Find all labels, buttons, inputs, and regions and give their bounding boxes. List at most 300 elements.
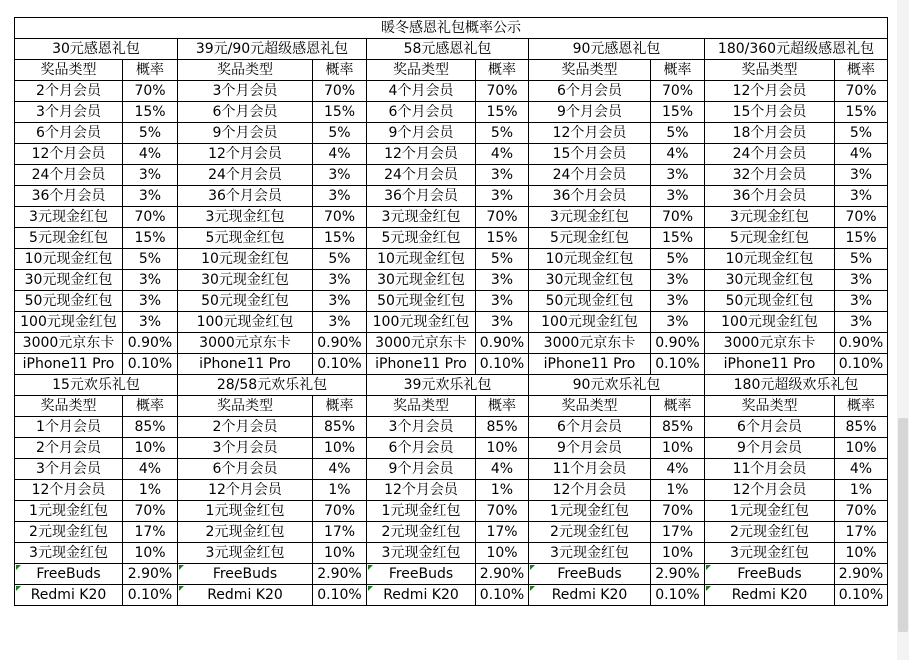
prize-cell: 2元现金红包: [178, 522, 313, 543]
prize-cell: 3元现金红包: [367, 207, 476, 228]
prize-cell: 10元现金红包: [367, 249, 476, 270]
probability-cell: 4%: [651, 144, 705, 165]
table-row: [15, 354, 888, 375]
probability-cell: 0.90%: [313, 333, 367, 354]
error-indicator-icon: [530, 565, 535, 570]
probability-cell: 4%: [476, 144, 529, 165]
prize-cell: 3000元京东卡: [178, 333, 313, 354]
probability-cell: 3%: [123, 186, 178, 207]
probability-cell: 85%: [476, 417, 529, 438]
pack-name: 15元欢乐礼包: [15, 375, 178, 396]
table-row: [15, 165, 888, 186]
probability-cell: 3%: [313, 312, 367, 333]
prize-cell: 30元现金红包: [529, 270, 651, 291]
probability-cell: 5%: [835, 123, 888, 144]
table-row: [15, 543, 888, 564]
prize-cell: 2元现金红包: [529, 522, 651, 543]
table-row: [15, 102, 888, 123]
probability-cell: 10%: [835, 438, 888, 459]
prize-cell: 1元现金红包: [178, 501, 313, 522]
probability-cell: 0.90%: [476, 333, 529, 354]
probability-cell: 3%: [313, 270, 367, 291]
probability-cell: 1%: [476, 480, 529, 501]
pack-header-row: [15, 39, 888, 60]
prize-cell: 9个月会员: [178, 123, 313, 144]
table-row: [15, 207, 888, 228]
prize-cell: 3元现金红包: [178, 543, 313, 564]
prize-type-header: 奖品类型: [367, 396, 476, 417]
probability-cell: 4%: [313, 144, 367, 165]
probability-cell: 10%: [476, 438, 529, 459]
probability-cell: 0.90%: [835, 333, 888, 354]
prize-cell: 3元现金红包: [705, 207, 835, 228]
probability-cell: 3%: [476, 165, 529, 186]
probability-cell: 15%: [476, 102, 529, 123]
probability-cell: 3%: [651, 186, 705, 207]
prize-cell: 100元现金红包: [529, 312, 651, 333]
table-row: [15, 291, 888, 312]
pack-header-row: [15, 375, 888, 396]
probability-cell: 3%: [651, 291, 705, 312]
table-row: [15, 186, 888, 207]
prize-cell: 24个月会员: [178, 165, 313, 186]
prize-type-header: 奖品类型: [529, 396, 651, 417]
prize-cell: 1个月会员: [15, 417, 123, 438]
probability-cell: 3%: [313, 186, 367, 207]
prize-cell: iPhone11 Pro: [529, 354, 651, 375]
probability-cell: 10%: [651, 543, 705, 564]
pack-name: 39元/90元超级感恩礼包: [178, 39, 367, 60]
prize-cell: 3个月会员: [178, 438, 313, 459]
pack-name: 39元欢乐礼包: [367, 375, 529, 396]
probability-cell: 70%: [476, 501, 529, 522]
table-row: [15, 564, 888, 585]
scrollbar-thumb[interactable]: [898, 418, 908, 632]
prize-cell: 1元现金红包: [705, 501, 835, 522]
prize-cell: 12个月会员: [529, 123, 651, 144]
prize-cell: iPhone11 Pro: [178, 354, 313, 375]
probability-cell: 10%: [476, 543, 529, 564]
prize-cell: 6个月会员: [367, 102, 476, 123]
probability-cell: 5%: [476, 123, 529, 144]
prize-cell: 5元现金红包: [15, 228, 123, 249]
prize-cell: 9个月会员: [367, 123, 476, 144]
prize-cell: 3元现金红包: [15, 207, 123, 228]
probability-cell: 15%: [313, 102, 367, 123]
probability-cell: 0.10%: [651, 585, 705, 606]
probability-cell: 0.10%: [835, 585, 888, 606]
table-row: [15, 312, 888, 333]
probability-cell: 0.10%: [313, 354, 367, 375]
prize-cell: FreeBuds: [178, 564, 313, 585]
probability-header: 概率: [835, 60, 888, 81]
probability-cell: 70%: [476, 81, 529, 102]
prize-cell: 3个月会员: [178, 81, 313, 102]
prize-cell: 24个月会员: [705, 144, 835, 165]
probability-cell: 85%: [123, 417, 178, 438]
prize-type-header: 奖品类型: [15, 396, 123, 417]
probability-cell: 3%: [651, 312, 705, 333]
prize-cell: 100元现金红包: [15, 312, 123, 333]
prize-cell: FreeBuds: [367, 564, 476, 585]
probability-cell: 17%: [123, 522, 178, 543]
probability-header: 概率: [651, 396, 705, 417]
prize-cell: 5元现金红包: [367, 228, 476, 249]
prize-cell: 50元现金红包: [178, 291, 313, 312]
probability-cell: 70%: [313, 81, 367, 102]
prize-cell: 3个月会员: [367, 417, 476, 438]
prize-cell: 6个月会员: [529, 81, 651, 102]
prize-cell: 11个月会员: [529, 459, 651, 480]
table-row: [15, 501, 888, 522]
probability-cell: 4%: [835, 459, 888, 480]
prize-cell: FreeBuds: [15, 564, 123, 585]
probability-cell: 5%: [651, 249, 705, 270]
probability-header: 概率: [313, 396, 367, 417]
pack-name: 30元感恩礼包: [15, 39, 178, 60]
prize-type-header: 奖品类型: [178, 396, 313, 417]
probability-cell: 2.90%: [476, 564, 529, 585]
probability-cell: 15%: [476, 228, 529, 249]
prize-cell: 36个月会员: [705, 186, 835, 207]
prize-cell: 32个月会员: [705, 165, 835, 186]
prize-cell: 36个月会员: [15, 186, 123, 207]
probability-header: 概率: [476, 396, 529, 417]
probability-cell: 17%: [835, 522, 888, 543]
probability-cell: 15%: [835, 102, 888, 123]
prize-cell: 5元现金红包: [178, 228, 313, 249]
prize-cell: 9个月会员: [529, 102, 651, 123]
prize-cell: 1元现金红包: [15, 501, 123, 522]
probability-cell: 85%: [313, 417, 367, 438]
probability-cell: 17%: [651, 522, 705, 543]
pack-name: 180元超级欢乐礼包: [705, 375, 888, 396]
prize-cell: 1元现金红包: [529, 501, 651, 522]
probability-cell: 70%: [651, 501, 705, 522]
error-indicator-icon: [16, 586, 21, 591]
probability-cell: 4%: [835, 144, 888, 165]
probability-header: 概率: [651, 60, 705, 81]
probability-cell: 70%: [123, 207, 178, 228]
probability-cell: 70%: [123, 81, 178, 102]
probability-cell: 3%: [123, 291, 178, 312]
prize-cell: 10元现金红包: [178, 249, 313, 270]
table-row: [15, 480, 888, 501]
prize-cell: 10元现金红包: [15, 249, 123, 270]
prize-cell: 18个月会员: [705, 123, 835, 144]
prize-cell: 24个月会员: [15, 165, 123, 186]
prize-cell: 12个月会员: [178, 480, 313, 501]
probability-cell: 3%: [835, 312, 888, 333]
probability-cell: 0.90%: [123, 333, 178, 354]
prize-cell: 2元现金红包: [367, 522, 476, 543]
probability-cell: 10%: [651, 438, 705, 459]
prize-cell: 11个月会员: [705, 459, 835, 480]
prize-cell: 3元现金红包: [529, 543, 651, 564]
prize-cell: 30元现金红包: [178, 270, 313, 291]
pack-name: 90元感恩礼包: [529, 39, 705, 60]
prize-cell: 5元现金红包: [705, 228, 835, 249]
table-row: [15, 417, 888, 438]
prize-cell: 3000元京东卡: [367, 333, 476, 354]
prize-cell: 100元现金红包: [705, 312, 835, 333]
prize-cell: 6个月会员: [529, 417, 651, 438]
pack-name: 90元欢乐礼包: [529, 375, 705, 396]
probability-cell: 0.10%: [476, 585, 529, 606]
prize-cell: 12个月会员: [367, 144, 476, 165]
probability-cell: 2.90%: [835, 564, 888, 585]
pack-name: 28/58元欢乐礼包: [178, 375, 367, 396]
probability-cell: 1%: [123, 480, 178, 501]
probability-cell: 3%: [476, 270, 529, 291]
prize-cell: 30元现金红包: [15, 270, 123, 291]
prize-cell: 6个月会员: [178, 102, 313, 123]
prize-cell: 5元现金红包: [529, 228, 651, 249]
probability-cell: 15%: [123, 228, 178, 249]
prize-cell: 6个月会员: [178, 459, 313, 480]
prize-cell: 10元现金红包: [529, 249, 651, 270]
pack-name: 180/360元超级感恩礼包: [705, 39, 888, 60]
prize-cell: 10元现金红包: [705, 249, 835, 270]
prize-cell: iPhone11 Pro: [705, 354, 835, 375]
probability-cell: 3%: [651, 270, 705, 291]
prize-cell: 2元现金红包: [705, 522, 835, 543]
probability-cell: 4%: [123, 459, 178, 480]
probability-cell: 17%: [313, 522, 367, 543]
probability-cell: 70%: [835, 207, 888, 228]
table-row: [15, 81, 888, 102]
prize-type-header: 奖品类型: [705, 396, 835, 417]
prize-cell: 12个月会员: [178, 144, 313, 165]
error-indicator-icon: [530, 586, 535, 591]
probability-cell: 1%: [835, 480, 888, 501]
table-body: [15, 18, 888, 606]
prize-cell: 6个月会员: [15, 123, 123, 144]
prize-cell: 36个月会员: [367, 186, 476, 207]
probability-cell: 15%: [123, 102, 178, 123]
prize-cell: 2元现金红包: [15, 522, 123, 543]
probability-header: 概率: [123, 60, 178, 81]
probability-cell: 0.10%: [476, 354, 529, 375]
prize-cell: 2个月会员: [15, 438, 123, 459]
prize-cell: 6个月会员: [367, 438, 476, 459]
prize-cell: 24个月会员: [529, 165, 651, 186]
probability-cell: 17%: [476, 522, 529, 543]
prize-cell: 2个月会员: [15, 81, 123, 102]
probability-cell: 15%: [313, 228, 367, 249]
probability-cell: 70%: [123, 501, 178, 522]
prize-cell: Redmi K20: [178, 585, 313, 606]
prize-cell: 50元现金红包: [705, 291, 835, 312]
probability-cell: 5%: [313, 249, 367, 270]
probability-cell: 2.90%: [651, 564, 705, 585]
prize-cell: Redmi K20: [15, 585, 123, 606]
prize-cell: iPhone11 Pro: [15, 354, 123, 375]
table-row: [15, 459, 888, 480]
prize-cell: 3元现金红包: [178, 207, 313, 228]
prize-cell: iPhone11 Pro: [367, 354, 476, 375]
probability-cell: 5%: [476, 249, 529, 270]
prize-cell: 9个月会员: [705, 438, 835, 459]
prize-cell: Redmi K20: [367, 585, 476, 606]
probability-cell: 3%: [835, 270, 888, 291]
probability-cell: 3%: [123, 270, 178, 291]
prize-cell: 24个月会员: [367, 165, 476, 186]
probability-cell: 70%: [651, 81, 705, 102]
probability-cell: 5%: [313, 123, 367, 144]
column-header-row: [15, 60, 888, 81]
probability-header: 概率: [123, 396, 178, 417]
probability-cell: 5%: [123, 249, 178, 270]
probability-cell: 3%: [313, 291, 367, 312]
table-row: [15, 123, 888, 144]
prize-type-header: 奖品类型: [15, 60, 123, 81]
probability-cell: 0.10%: [835, 354, 888, 375]
column-header-row: [15, 396, 888, 417]
prize-cell: 50元现金红包: [15, 291, 123, 312]
table-row: [15, 270, 888, 291]
probability-header: 概率: [313, 60, 367, 81]
probability-cell: 70%: [835, 501, 888, 522]
probability-cell: 5%: [123, 123, 178, 144]
table-row: [15, 438, 888, 459]
error-indicator-icon: [368, 586, 373, 591]
prize-cell: 12个月会员: [15, 144, 123, 165]
probability-cell: 0.90%: [651, 333, 705, 354]
error-indicator-icon: [368, 565, 373, 570]
prize-cell: 9个月会员: [529, 438, 651, 459]
probability-cell: 70%: [476, 207, 529, 228]
prize-cell: 12个月会员: [705, 480, 835, 501]
prize-cell: 50元现金红包: [529, 291, 651, 312]
prize-cell: 12个月会员: [15, 480, 123, 501]
prize-cell: Redmi K20: [529, 585, 651, 606]
table-row: [15, 522, 888, 543]
prize-cell: 100元现金红包: [178, 312, 313, 333]
probability-cell: 85%: [835, 417, 888, 438]
prize-type-header: 奖品类型: [529, 60, 651, 81]
prize-cell: 3元现金红包: [15, 543, 123, 564]
prize-cell: 12个月会员: [705, 81, 835, 102]
prize-cell: 36个月会员: [178, 186, 313, 207]
probability-cell: 10%: [123, 438, 178, 459]
prize-cell: FreeBuds: [529, 564, 651, 585]
table-row: [15, 585, 888, 606]
probability-cell: 4%: [476, 459, 529, 480]
prize-cell: 15个月会员: [705, 102, 835, 123]
prize-cell: 36个月会员: [529, 186, 651, 207]
prize-cell: 15个月会员: [529, 144, 651, 165]
prize-cell: 1元现金红包: [367, 501, 476, 522]
prize-cell: 3个月会员: [15, 459, 123, 480]
probability-cell: 2.90%: [123, 564, 178, 585]
table-row: [15, 333, 888, 354]
probability-cell: 5%: [651, 123, 705, 144]
probability-cell: 3%: [476, 312, 529, 333]
prize-cell: 50元现金红包: [367, 291, 476, 312]
probability-cell: 0.10%: [651, 354, 705, 375]
probability-cell: 3%: [476, 186, 529, 207]
probability-cell: 15%: [651, 102, 705, 123]
prize-cell: 2个月会员: [178, 417, 313, 438]
prize-cell: 3元现金红包: [367, 543, 476, 564]
prize-type-header: 奖品类型: [178, 60, 313, 81]
error-indicator-icon: [179, 586, 184, 591]
prize-cell: 3个月会员: [15, 102, 123, 123]
probability-cell: 10%: [123, 543, 178, 564]
error-indicator-icon: [16, 565, 21, 570]
error-indicator-icon: [706, 586, 711, 591]
probability-table: [14, 17, 888, 606]
probability-cell: 0.10%: [123, 354, 178, 375]
probability-cell: 0.10%: [313, 585, 367, 606]
table-row: [15, 144, 888, 165]
error-indicator-icon: [179, 565, 184, 570]
probability-cell: 2.90%: [313, 564, 367, 585]
prize-cell: 30元现金红包: [705, 270, 835, 291]
prize-cell: 9个月会员: [367, 459, 476, 480]
probability-cell: 10%: [835, 543, 888, 564]
probability-cell: 3%: [835, 186, 888, 207]
title-row: [15, 18, 888, 39]
prize-cell: 30元现金红包: [367, 270, 476, 291]
probability-cell: 85%: [651, 417, 705, 438]
probability-cell: 4%: [651, 459, 705, 480]
probability-cell: 4%: [313, 459, 367, 480]
prize-type-header: 奖品类型: [705, 60, 835, 81]
table-row: [15, 228, 888, 249]
probability-cell: 3%: [476, 291, 529, 312]
prize-cell: 12个月会员: [367, 480, 476, 501]
table-title: 暖冬感恩礼包概率公示: [15, 18, 888, 39]
prize-cell: 3元现金红包: [529, 207, 651, 228]
prize-cell: 3000元京东卡: [705, 333, 835, 354]
table-row: [15, 249, 888, 270]
probability-cell: 10%: [313, 543, 367, 564]
prize-cell: FreeBuds: [705, 564, 835, 585]
probability-cell: 15%: [651, 228, 705, 249]
probability-cell: 3%: [651, 165, 705, 186]
probability-cell: 70%: [835, 81, 888, 102]
prize-cell: 6个月会员: [705, 417, 835, 438]
probability-cell: 3%: [835, 291, 888, 312]
prize-cell: Redmi K20: [705, 585, 835, 606]
probability-cell: 3%: [123, 165, 178, 186]
probability-cell: 10%: [313, 438, 367, 459]
probability-cell: 1%: [651, 480, 705, 501]
vertical-scrollbar[interactable]: [897, 0, 909, 660]
probability-cell: 3%: [123, 312, 178, 333]
probability-cell: 70%: [313, 501, 367, 522]
prize-cell: 12个月会员: [529, 480, 651, 501]
prize-cell: 100元现金红包: [367, 312, 476, 333]
error-indicator-icon: [706, 565, 711, 570]
probability-cell: 70%: [651, 207, 705, 228]
prize-cell: 3元现金红包: [705, 543, 835, 564]
probability-header: 概率: [835, 396, 888, 417]
prize-cell: 3000元京东卡: [15, 333, 123, 354]
probability-cell: 3%: [835, 165, 888, 186]
probability-cell: 5%: [835, 249, 888, 270]
pack-name: 58元感恩礼包: [367, 39, 529, 60]
probability-cell: 4%: [123, 144, 178, 165]
probability-cell: 15%: [835, 228, 888, 249]
probability-cell: 0.10%: [123, 585, 178, 606]
prize-cell: 4个月会员: [367, 81, 476, 102]
probability-cell: 3%: [313, 165, 367, 186]
probability-header: 概率: [476, 60, 529, 81]
prize-type-header: 奖品类型: [367, 60, 476, 81]
